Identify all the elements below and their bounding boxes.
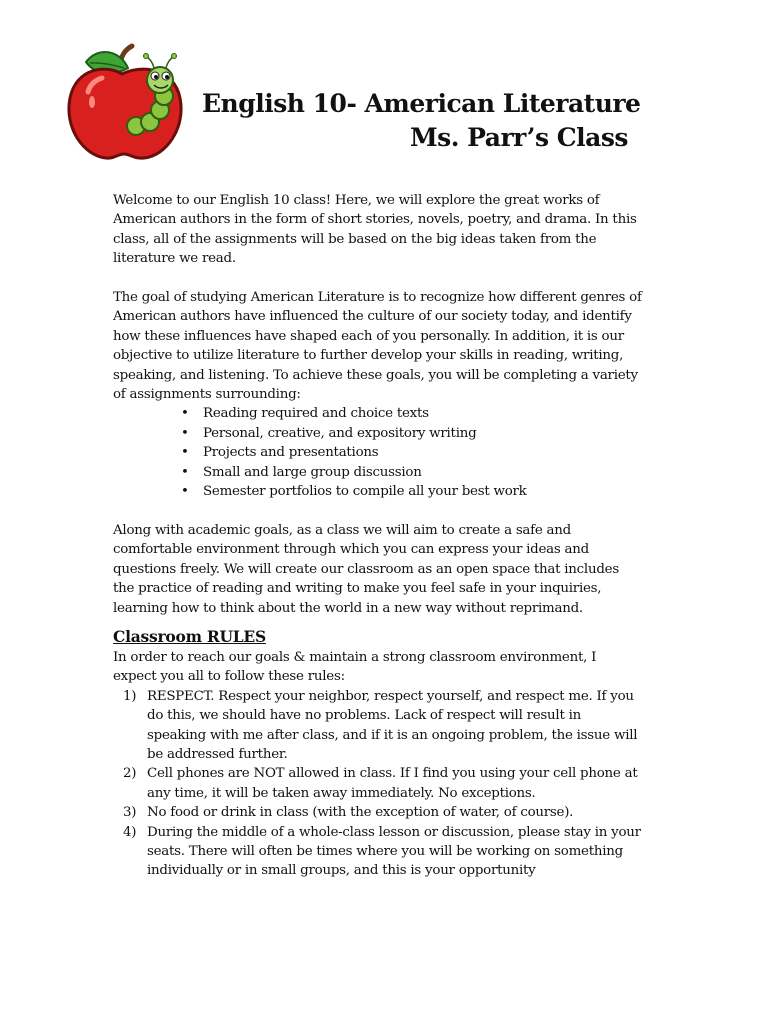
rule-item: 2) Cell phones are NOT allowed in class. If I find you using your cell phone at any time, it will be taken away immediately. No exceptions. [123, 766, 638, 801]
document-title: English 10- American Literature [202, 89, 641, 118]
intro-paragraph-2: The goal of studying American Literature is to recognize how different genres of American authors have influenced the culture of our society today, and identify how these influences have shaped each of you personally. In addition, it is our objective to utilize literature to further develop your skills in reading, writing, speaking, and listening. To achieve these goals, you will be completing a variety of assignments surrounding: [113, 290, 642, 403]
list-item: • Reading required and choice texts [113, 404, 643, 423]
intro-paragraph-1: Welcome to our English 10 class! Here, we will explore the great works of American authors in the form of short stories, novels, poetry, and drama. In this class, all of the assignments will be based on the big ideas taken from the literature we read. [113, 193, 637, 267]
rule-item: 1) RESPECT. Respect your neighbor, respect yourself, and respect me. If you do this, we should have no problems. Lack of respect will result in speaking with me after class, and if it is an ongoing problem, the issue will be addressed further. [123, 688, 638, 762]
list-item: • Semester portfolios to compile all your best work [113, 482, 643, 501]
list-item: • Small and large group discussion [113, 463, 643, 482]
rules-heading: Classroom RULES [113, 626, 266, 646]
assignment-list [113, 404, 643, 501]
apple-with-worm-icon [62, 40, 190, 164]
list-item: • Personal, creative, and expository writing [113, 424, 643, 443]
rule-item: 4) During the middle of a whole-class lesson or discussion, please stay in your seats. There will often be times where you will be working on something individually or in small groups, and this is your opportunity [123, 824, 641, 879]
document-body [113, 191, 643, 881]
rules-list [113, 687, 643, 881]
bullet-icon: • [181, 425, 189, 441]
rules-intro: In order to reach our goals & maintain a strong classroom environment, I expect you all to follow these rules: [113, 649, 597, 685]
bullet-icon: • [181, 464, 189, 480]
rule-item: 3) No food or drink in class (with the exception of water, of course). [123, 805, 574, 821]
bullet-icon: • [181, 484, 189, 500]
list-item: • Projects and presentations [113, 443, 643, 462]
bullet-icon: • [181, 445, 189, 461]
bullet-icon: • [181, 406, 189, 422]
environment-paragraph: Along with academic goals, as a class we will aim to create a safe and comfortable environment through which you can express your ideas and questions freely. We will create our classroom as an open space that includes the practice of reading and writing to make you feel safe in your inquiries, learning how to think about the world in a new way without reprimand. [113, 522, 619, 616]
document-subtitle: Ms. Parr’s Class [410, 123, 628, 152]
